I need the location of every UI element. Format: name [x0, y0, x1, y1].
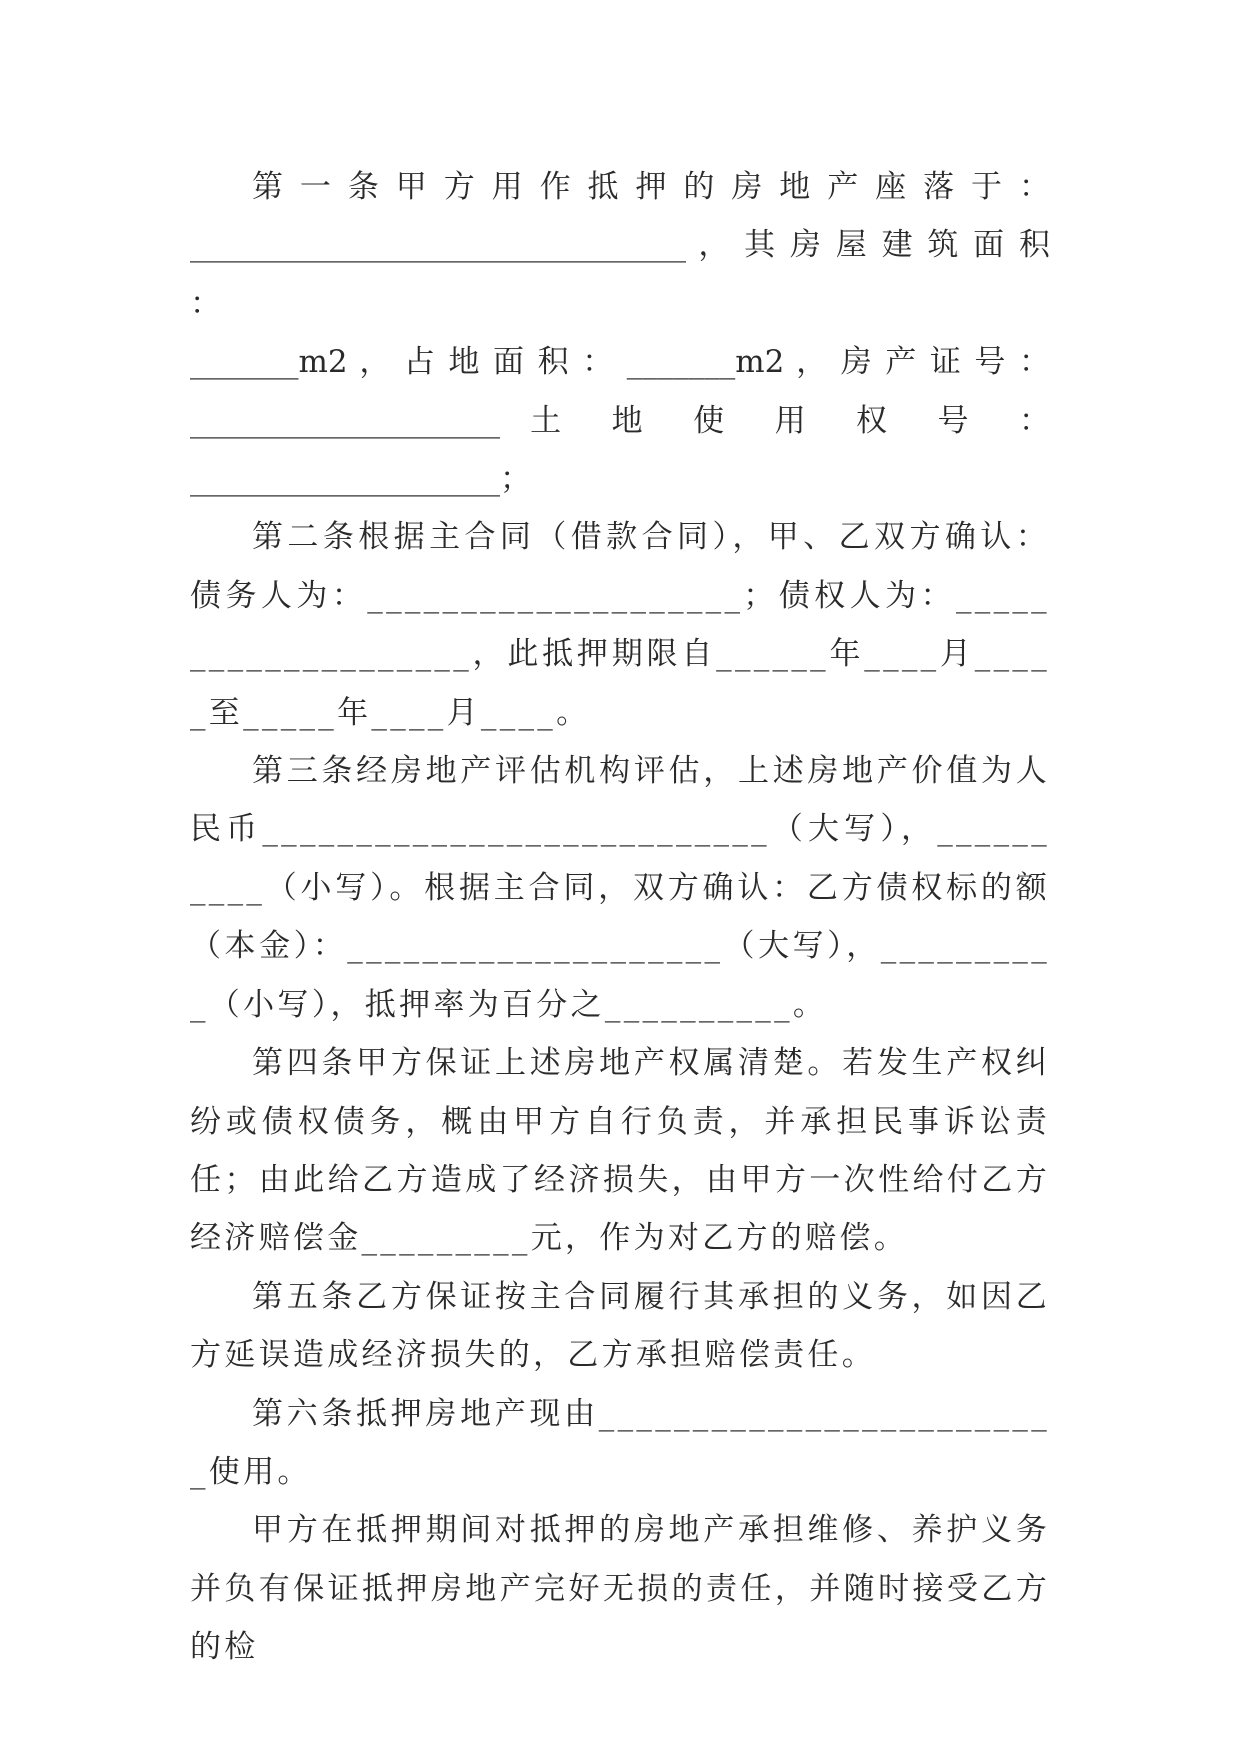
article-4-paragraph: 第四条甲方保证上述房地产权属清楚。若发生产权纠纷或债权债务，概由甲方自行负责，并承担民事诉讼责任；由此给乙方造成了经济损失，由甲方一次性给付乙方经济赔偿金_________元，作为对乙方的赔偿。 [190, 1045, 1050, 1257]
article-1-paragraph [190, 158, 1050, 508]
article-2-paragraph: 第二条根据主合同（借款合同），甲、乙双方确认：债务人为：____________________；债权人为：____________________，此抵押期限自______年____月_____至_____年____月____。 [190, 519, 1050, 731]
article-1-line-4: ____________________ 土 地 使 用 权 号 ： [190, 402, 1050, 439]
article-1-line-1: 第 一 条 甲 方 用 作 抵 押 的 房 地 产 座 落 于 ： [252, 169, 1050, 205]
article-1-line-2: ________________________________ ， 其 房 屋 建 筑 面 积 ： [190, 227, 1050, 322]
article-3-paragraph: 第三条经房地产评估机构评估，上述房地产价值为人民币___________________________（大写），__________（小写）。根据主合同，双方确认：乙方债权标的额（本金）：____________________（大写），__________（小写），抵押率为百分之__________。 [190, 753, 1050, 1023]
article-6-paragraph: 第六条抵押房地产现由_________________________使用。 [190, 1395, 1050, 1490]
document-page [190, 158, 1050, 1677]
article-1-line-3: _______m2 ， 占 地 面 积 ： _______m2 ， 房 产 证 号 ： [190, 344, 1050, 381]
article-1-line-5: ____________________； [190, 461, 531, 498]
article-5-paragraph: 第五条乙方保证按主合同履行其承担的义务，如因乙方延误造成经济损失的，乙方承担赔偿责任。 [190, 1278, 1050, 1374]
article-6-continuation-paragraph: 甲方在抵押期间对抵押的房地产承担维修、养护义务并负有保证抵押房地产完好无损的责任，并随时接受乙方的检 [190, 1512, 1050, 1666]
